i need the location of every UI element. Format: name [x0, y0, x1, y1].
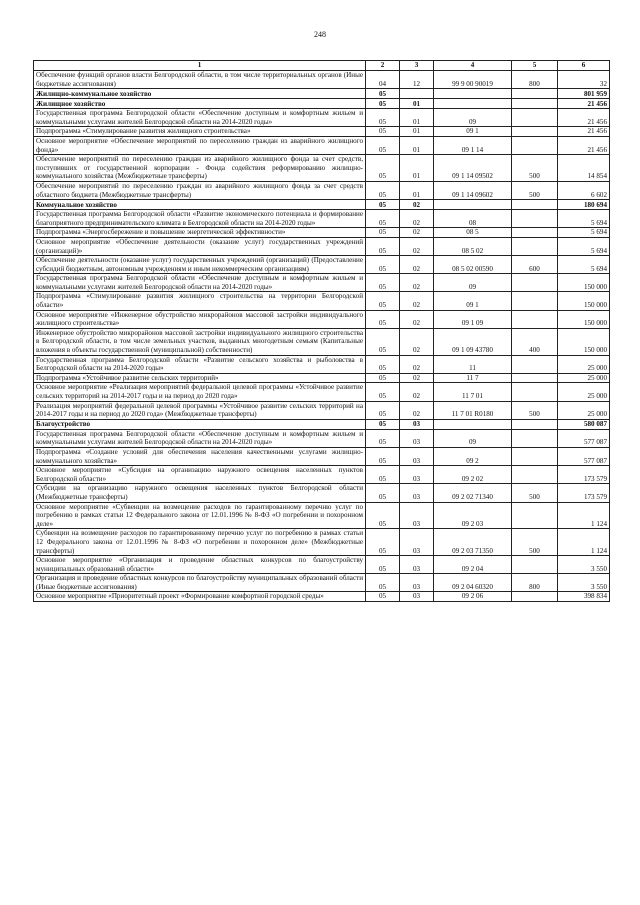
- table-row: [34, 181, 610, 199]
- row-expense-type: [512, 556, 558, 574]
- row-subsection-code: 02: [400, 292, 434, 310]
- table-row: [34, 401, 610, 419]
- row-expense-type: [512, 466, 558, 484]
- table-row: [34, 228, 610, 238]
- row-description: Основное мероприятие «Субвенции на возмещение расходов по гарантированному перечню услуг по погребению в рамках статьи 12 Федерального закона от 12.01.1996 № 8-ФЗ «О погребении и похоронном деле»: [34, 502, 366, 529]
- row-target-article: 11 7: [434, 373, 512, 383]
- row-amount: 150 000: [558, 310, 610, 328]
- row-description: Основное мероприятие «Субсидия на организацию наружного освещения населенных пунктов Белгородской области»: [34, 466, 366, 484]
- header-cell: 2: [366, 61, 400, 71]
- row-subsection-code: 01: [400, 127, 434, 137]
- row-target-article: 09 1 14 09502: [434, 155, 512, 182]
- row-section-code: 05: [366, 401, 400, 419]
- row-description: Подпрограмма «Стимулирование развития жилищного строительства на территории Белгородской области»: [34, 292, 366, 310]
- row-section-code: 05: [366, 466, 400, 484]
- row-description: Коммунальное хозяйство: [34, 200, 366, 210]
- row-amount: 3 550: [558, 556, 610, 574]
- row-expense-type: [512, 355, 558, 373]
- row-expense-type: [512, 429, 558, 447]
- row-target-article: 09 1 09 43780: [434, 328, 512, 355]
- row-target-article: 09 2 04: [434, 556, 512, 574]
- table-row: [34, 237, 610, 255]
- row-expense-type: [512, 310, 558, 328]
- row-section-code: 05: [366, 200, 400, 210]
- row-section-code: 05: [366, 155, 400, 182]
- row-description: Основное мероприятие «Обеспечение мероприятий по переселению граждан из аварийного жилищного фонда»: [34, 136, 366, 154]
- table-row: [34, 502, 610, 529]
- row-target-article: 09: [434, 109, 512, 127]
- row-expense-type: [512, 292, 558, 310]
- row-expense-type: 500: [512, 181, 558, 199]
- table-row: [34, 447, 610, 465]
- row-amount: 580 087: [558, 419, 610, 429]
- row-subsection-code: 02: [400, 383, 434, 401]
- row-section-code: 05: [366, 136, 400, 154]
- table-row: [34, 355, 610, 373]
- row-target-article: 09 1 09: [434, 310, 512, 328]
- row-section-code: 05: [366, 181, 400, 199]
- row-section-code: 05: [366, 556, 400, 574]
- row-subsection-code: 01: [400, 136, 434, 154]
- row-target-article: 11 7 01: [434, 383, 512, 401]
- row-target-article: 99 9 00 90019: [434, 71, 512, 89]
- row-section-code: 05: [366, 228, 400, 238]
- section-row: [34, 419, 610, 429]
- row-section-code: 05: [366, 99, 400, 109]
- row-expense-type: [512, 373, 558, 383]
- row-description: Государственная программа Белгородской области «Развитие сельского хозяйства и рыболовства в Белгородской области на 2014-2020 годы»: [34, 355, 366, 373]
- row-amount: 150 000: [558, 328, 610, 355]
- row-section-code: 05: [366, 109, 400, 127]
- row-amount: 21 456: [558, 136, 610, 154]
- section-row: [34, 99, 610, 109]
- row-target-article: 09 2 03 71350: [434, 529, 512, 556]
- row-subsection-code: 03: [400, 592, 434, 602]
- row-target-article: 08 5: [434, 228, 512, 238]
- row-subsection-code: 03: [400, 556, 434, 574]
- row-amount: 5 694: [558, 210, 610, 228]
- row-subsection-code: 02: [400, 274, 434, 292]
- table-row: [34, 556, 610, 574]
- row-section-code: 05: [366, 237, 400, 255]
- table-row: [34, 155, 610, 182]
- row-description: Реализация мероприятий федеральной целевой программы «Устойчивое развитие сельских территорий на 2014-2017 годы и на период до 2020 года» (Межбюджетные трансферты): [34, 401, 366, 419]
- table-row: [34, 274, 610, 292]
- row-target-article: 09: [434, 274, 512, 292]
- row-amount: 1 124: [558, 502, 610, 529]
- table-row: [34, 373, 610, 383]
- row-section-code: 05: [366, 429, 400, 447]
- row-description: Основное мероприятие «Организация и проведение областных конкурсов по благоустройству муниципальных образований области»: [34, 556, 366, 574]
- row-section-code: 05: [366, 592, 400, 602]
- row-section-code: 05: [366, 328, 400, 355]
- row-target-article: 09 2 02: [434, 466, 512, 484]
- table-row: [34, 429, 610, 447]
- row-description: Организация и проведение областных конкурсов по благоустройству муниципальных образований области (Иные бюджетные ассигнования): [34, 574, 366, 592]
- row-expense-type: [512, 383, 558, 401]
- table-row: [34, 466, 610, 484]
- row-expense-type: 600: [512, 256, 558, 274]
- row-expense-type: [512, 274, 558, 292]
- header-row: [34, 61, 610, 71]
- header-cell: 1: [34, 61, 366, 71]
- row-amount: 5 694: [558, 228, 610, 238]
- row-expense-type: [512, 419, 558, 429]
- row-description: Подпрограмма «Создание условий для обеспечения населения качественными услугами жилищно-коммунального хозяйства»: [34, 447, 366, 465]
- row-section-code: 05: [366, 419, 400, 429]
- row-section-code: 04: [366, 71, 400, 89]
- row-amount: 180 694: [558, 200, 610, 210]
- row-section-code: 05: [366, 292, 400, 310]
- row-subsection-code: 02: [400, 228, 434, 238]
- row-description: Основное мероприятие «Приоритетный проект «Формирование комфортной городской среды»: [34, 592, 366, 602]
- row-amount: 14 854: [558, 155, 610, 182]
- row-target-article: 09 1: [434, 127, 512, 137]
- row-description: Подпрограмма «Устойчивое развитие сельских территорий»: [34, 373, 366, 383]
- budget-table: [33, 60, 610, 602]
- row-description: Государственная программа Белгородской области «Обеспечение доступным и комфортным жильем и коммунальными услугами жителей Белгородской области на 2014-2020 годы»: [34, 109, 366, 127]
- row-description: Основное мероприятие «Инженерное обустройство микрорайонов массовой застройки индивидуального жилищного строительства»: [34, 310, 366, 328]
- row-expense-type: 800: [512, 71, 558, 89]
- row-description: Жилищное хозяйство: [34, 99, 366, 109]
- row-target-article: [434, 99, 512, 109]
- row-amount: 21 456: [558, 127, 610, 137]
- row-section-code: 05: [366, 274, 400, 292]
- row-section-code: 05: [366, 529, 400, 556]
- row-target-article: [434, 89, 512, 99]
- row-description: Благоустройство: [34, 419, 366, 429]
- row-subsection-code: 02: [400, 200, 434, 210]
- row-expense-type: [512, 228, 558, 238]
- row-subsection-code: 02: [400, 310, 434, 328]
- row-section-code: 05: [366, 210, 400, 228]
- table-row: [34, 256, 610, 274]
- row-target-article: 09 2 03: [434, 502, 512, 529]
- row-amount: 32: [558, 71, 610, 89]
- row-amount: 577 087: [558, 447, 610, 465]
- row-expense-type: 800: [512, 574, 558, 592]
- row-amount: 3 550: [558, 574, 610, 592]
- row-section-code: 05: [366, 256, 400, 274]
- row-description: Субсидии на организацию наружного освещения населенных пунктов Белгородской области (Межбюджетные трансферты): [34, 484, 366, 502]
- row-section-code: 05: [366, 127, 400, 137]
- row-amount: 173 579: [558, 484, 610, 502]
- row-amount: 173 579: [558, 466, 610, 484]
- row-description: Государственная программа Белгородской области «Обеспечение доступным и комфортным жильем и коммунальными услугами жителей Белгородской области на 2014-2020 годы»: [34, 274, 366, 292]
- header-cell: 4: [434, 61, 512, 71]
- row-expense-type: [512, 200, 558, 210]
- row-expense-type: [512, 210, 558, 228]
- row-amount: 25 000: [558, 383, 610, 401]
- row-amount: 21 456: [558, 99, 610, 109]
- page-number: 248: [314, 30, 326, 39]
- row-subsection-code: 03: [400, 419, 434, 429]
- row-subsection-code: 03: [400, 429, 434, 447]
- row-subsection-code: 02: [400, 210, 434, 228]
- header-cell: 5: [512, 61, 558, 71]
- row-section-code: 05: [366, 447, 400, 465]
- table-row: [34, 328, 610, 355]
- table-row: [34, 71, 610, 89]
- row-description: Обеспечение деятельности (оказание услуг) государственных учреждений (организаций) (Предоставление субсидий бюджетным, автономным учреждениям и иным некоммерческим организациям): [34, 256, 366, 274]
- row-subsection-code: 12: [400, 71, 434, 89]
- row-subsection-code: 01: [400, 99, 434, 109]
- row-section-code: 05: [366, 484, 400, 502]
- row-amount: 150 000: [558, 274, 610, 292]
- row-amount: 5 694: [558, 256, 610, 274]
- table-row: [34, 383, 610, 401]
- row-amount: 150 000: [558, 292, 610, 310]
- row-section-code: 05: [366, 383, 400, 401]
- row-description: Подпрограмма «Энергосбережение и повышение энергетической эффективности»: [34, 228, 366, 238]
- row-description: Субвенции на возмещение расходов по гарантированному перечню услуг по погребению в рамках статьи 12 Федерального закона от 12.01.1996 № 8-ФЗ «О погребении и похоронном деле» (Межбюджетные трансферты): [34, 529, 366, 556]
- row-target-article: 11 7 01 R0180: [434, 401, 512, 419]
- row-section-code: 05: [366, 310, 400, 328]
- row-expense-type: [512, 109, 558, 127]
- row-subsection-code: 03: [400, 574, 434, 592]
- row-expense-type: [512, 237, 558, 255]
- row-expense-type: [512, 592, 558, 602]
- row-amount: 577 087: [558, 429, 610, 447]
- row-section-code: 05: [366, 373, 400, 383]
- row-target-article: 09 2 04 60320: [434, 574, 512, 592]
- row-description: Основное мероприятие «Обеспечение деятельности (оказание услуг) государственных учреждений (организаций)»: [34, 237, 366, 255]
- row-target-article: 09 2 06: [434, 592, 512, 602]
- row-subsection-code: 03: [400, 447, 434, 465]
- row-expense-type: 500: [512, 155, 558, 182]
- row-amount: 1 124: [558, 529, 610, 556]
- row-description: Обеспечение мероприятий по переселению граждан из аварийного жилищного фонда за счет средств областного бюджета (Межбюджетные трансферты): [34, 181, 366, 199]
- header-cell: 3: [400, 61, 434, 71]
- row-target-article: 09: [434, 429, 512, 447]
- row-amount: 25 000: [558, 373, 610, 383]
- table-row: [34, 574, 610, 592]
- table-row: [34, 484, 610, 502]
- row-subsection-code: 02: [400, 328, 434, 355]
- row-description: Жилищно-коммунальное хозяйство: [34, 89, 366, 99]
- row-expense-type: [512, 99, 558, 109]
- row-subsection-code: 02: [400, 237, 434, 255]
- row-target-article: 09 1 14 09602: [434, 181, 512, 199]
- section-row: [34, 89, 610, 99]
- row-expense-type: 400: [512, 328, 558, 355]
- table-row: [34, 210, 610, 228]
- row-expense-type: 500: [512, 401, 558, 419]
- row-description: Основное мероприятие «Реализация мероприятий федеральной целевой программы «Устойчивое развитие сельских территорий на 2014-2017 годы и на период до 2020 года»: [34, 383, 366, 401]
- row-description: Подпрограмма «Стимулирование развития жилищного строительства»: [34, 127, 366, 137]
- row-amount: 5 694: [558, 237, 610, 255]
- row-description: Государственная программа Белгородской области «Развитие экономического потенциала и формирование благоприятного предпринимательского климата в Белгородской области на 2014-2020 годы»: [34, 210, 366, 228]
- table-row: [34, 310, 610, 328]
- row-subsection-code: 01: [400, 181, 434, 199]
- row-expense-type: 500: [512, 484, 558, 502]
- row-target-article: 08 5 02: [434, 237, 512, 255]
- row-expense-type: [512, 89, 558, 99]
- row-description: Обеспечение мероприятий по переселению граждан из аварийного жилищного фонда за счет средств, поступивших от государственной корпорации - Фонда содействия реформированию жилищно-коммунального хозяйства (Межбюджетные трансферты): [34, 155, 366, 182]
- row-target-article: 09 1: [434, 292, 512, 310]
- row-subsection-code: 01: [400, 109, 434, 127]
- row-subsection-code: 02: [400, 256, 434, 274]
- row-expense-type: [512, 447, 558, 465]
- row-amount: 25 000: [558, 401, 610, 419]
- row-subsection-code: 03: [400, 484, 434, 502]
- row-section-code: 05: [366, 502, 400, 529]
- row-subsection-code: 02: [400, 373, 434, 383]
- row-target-article: 08: [434, 210, 512, 228]
- row-subsection-code: 03: [400, 502, 434, 529]
- row-amount: 6 602: [558, 181, 610, 199]
- row-subsection-code: 02: [400, 355, 434, 373]
- section-row: [34, 200, 610, 210]
- row-section-code: 05: [366, 574, 400, 592]
- table-row: [34, 529, 610, 556]
- row-amount: 398 834: [558, 592, 610, 602]
- header-cell: 6: [558, 61, 610, 71]
- table-row: [34, 109, 610, 127]
- table-row: [34, 292, 610, 310]
- row-amount: 21 456: [558, 109, 610, 127]
- row-expense-type: [512, 136, 558, 154]
- row-subsection-code: [400, 89, 434, 99]
- row-target-article: 09 2: [434, 447, 512, 465]
- row-subsection-code: 01: [400, 155, 434, 182]
- row-target-article: 11: [434, 355, 512, 373]
- row-section-code: 05: [366, 355, 400, 373]
- row-description: Обеспечение функций органов власти Белгородской области, в том числе территориальных органов (Иные бюджетные ассигнования): [34, 71, 366, 89]
- row-description: Государственная программа Белгородской области «Обеспечение доступным и комфортным жильем и коммунальными услугами жителей Белгородской области на 2014-2020 годы»: [34, 429, 366, 447]
- row-expense-type: 500: [512, 529, 558, 556]
- row-expense-type: [512, 127, 558, 137]
- row-target-article: 09 2 02 71340: [434, 484, 512, 502]
- row-target-article: [434, 200, 512, 210]
- row-target-article: [434, 419, 512, 429]
- row-amount: 25 000: [558, 355, 610, 373]
- row-target-article: 09 1 14: [434, 136, 512, 154]
- row-subsection-code: 03: [400, 529, 434, 556]
- row-subsection-code: 02: [400, 401, 434, 419]
- row-section-code: 05: [366, 89, 400, 99]
- row-subsection-code: 03: [400, 466, 434, 484]
- row-target-article: 08 5 02 00590: [434, 256, 512, 274]
- row-expense-type: [512, 502, 558, 529]
- table-row: [34, 592, 610, 602]
- row-amount: 801 959: [558, 89, 610, 99]
- table-row: [34, 136, 610, 154]
- table-row: [34, 127, 610, 137]
- row-description: Инженерное обустройство микрорайонов массовой застройки индивидуального жилищного строительства в Белгородской области, в том числе земельных участков, выданных многодетным семьям (Капитальные вложения в объекты государственной (муниципальной) собственности): [34, 328, 366, 355]
